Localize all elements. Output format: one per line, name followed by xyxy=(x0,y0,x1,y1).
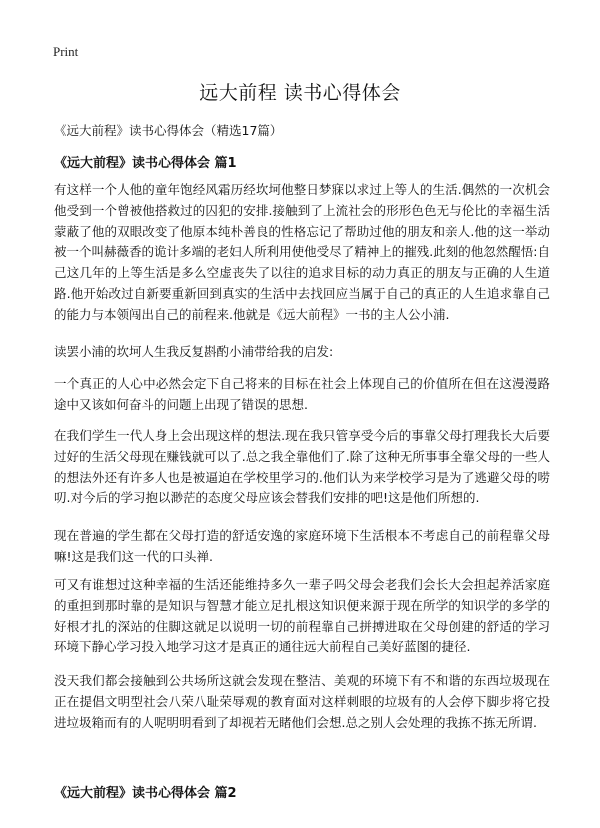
paragraph-4: 在我们学生一代人身上会出现这样的想法.现在我只管享受今后的事靠父母打理我长大后要过好的生活父母现在赚钱就可以了.总之我全靠他们了.除了这种无所事事全靠父母的一些人的想法外还有许多人也是被逼迫在学校里学习的.他们认为来学校学习是为了逃避父母的唠叨.对今后的学习抱以渺茫的态度父母应该会替我们安排的吧!这是他们所想的. xyxy=(54,428,550,506)
section-heading-1: 《远大前程》读书心得体会 篇1 xyxy=(54,156,237,171)
paragraph-3: 一个真正的人心中必然会定下自己将来的目标在社会上体现自己的价值所在但在这漫漫路途中又该如何奋斗的问题上出现了错误的思想. xyxy=(54,376,550,412)
paragraph-5: 现在普遍的学生都在父母打造的舒适安逸的家庭环境下生活根本不考虑自己的前程靠父母嘛!这是我们这一代的口头禅. xyxy=(54,528,550,564)
section-heading-2: 《远大前程》读书心得体会 篇2 xyxy=(54,786,237,801)
paragraph-1: 有这样一个人他的童年饱经风霜历经坎坷他整日梦寐以求过上等人的生活.偶然的一次机会他受到一个曾被他搭救过的囚犯的安排.接触到了上流社会的形形色色无与伦比的幸福生活蒙蔽了他的双眼改变了他原本纯朴善良的性格忘记了帮助过他的朋友和亲人.他的这一举动被一个叫赫薇香的诡计多端的老妇人所利用使他受尽了精神上的摧残.此刻的他忽然醒悟:自己这几年的上等生活是多么空虚丧失了以往的追求目标的动力真正的朋友与正确的人生道路.他开始改过自新要重新回到真实的生活中去找回应当属于自己的真正的人生追求靠自己的能力与本领闯出自己的前程来.他就是《远大前程》一书的主人公小浦. xyxy=(54,182,550,322)
paragraph-2: 读罢小浦的坎坷人生我反复斟酌小浦带给我的启发: xyxy=(54,344,334,359)
print-label: Print xyxy=(53,44,79,59)
document-title: 远大前程 读书心得体会 xyxy=(199,82,401,104)
paragraph-6: 可又有谁想过这种幸福的生活还能维持多久一辈子吗父母会老我们会长大会担起养活家庭的重担到那时靠的是知识与智慧才能立足扎根这知识便来源于现在所学的知识学的多学的好根才扎的深站的住脚这就足以说明一切的前程靠自己拼搏进取在父母创建的舒适的学习环境下静心学习投入地学习这才是真正的通往远大前程自己美好蓝图的捷径. xyxy=(54,577,550,655)
document-subtitle: 《远大前程》读书心得体会（精选17篇） xyxy=(54,123,283,138)
paragraph-7: 没天我们都会接触到公共场所这就会发现在整洁、美观的环境下有不和谐的东西垃圾现在正在提倡文明型社会八荣八耻荣辱观的教育面对这样刺眼的垃圾有的人会停下脚步将它投进垃圾箱而有的人呢明明看到了却视若无睹他们会想.总之别人会处理的我拣不拣无所谓. xyxy=(54,673,550,730)
